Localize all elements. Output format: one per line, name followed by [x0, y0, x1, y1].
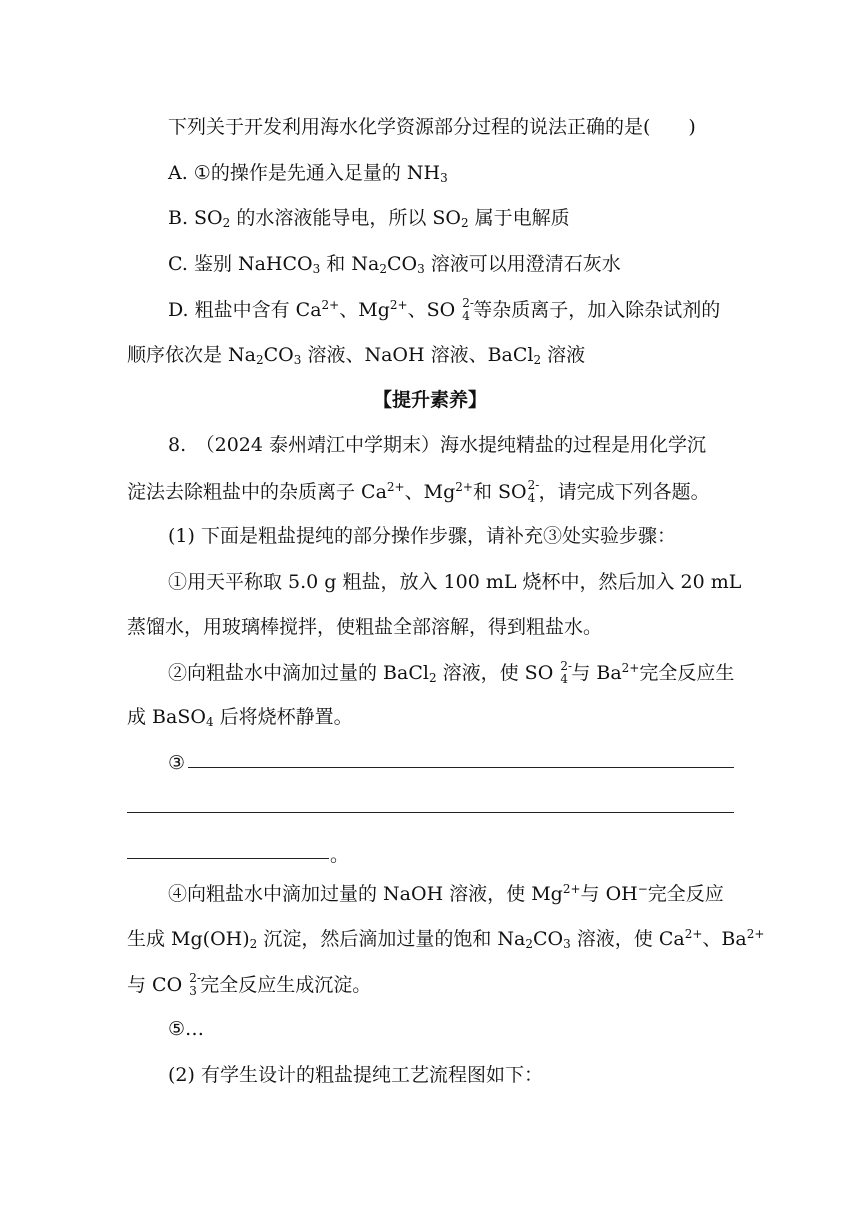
part-1-heading: (1) 下面是粗盐提纯的部分操作步骤，请补充③处实验步骤： [168, 525, 676, 547]
sulfate-charge: 2- 4 [560, 659, 573, 686]
sulfate-charge: 2- 4 [527, 478, 540, 505]
question-8: 8. （2024 泰州靖江中学期末）海水提纯精盐的过程是用化学沉 [168, 434, 707, 456]
step-2: ②向粗盐水中滴加过量的 BaCl$_2$ 溶液，使 SO 2- 4 与 $Ba^{2+}$完全反应生 [168, 659, 735, 686]
option-c: C. 鉴别 NaHCO$_3$ 和 $Na_2CO_3$ 溶液可以用澄清石灰水 [168, 253, 621, 276]
step-5: ⑤… [168, 1018, 205, 1040]
option-d: D. 粗盐中含有 $Ca^{2+}$、$Mg^{2+}$、SO 2- 4 等杂质离子，加入除杂试剂的 [168, 296, 721, 323]
step-2-continued: 成 BaSO$_4$ 后将烧杯静置。 [127, 706, 353, 729]
option-b: B. $SO_2$ 的水溶液能导电，所以 $SO_2$ 属于电解质 [168, 207, 570, 230]
step-4-continued-2: 与 CO 2- 3 完全反应生成沉淀。 [127, 971, 372, 998]
step-1: ①用天平称取 5.0 g 粗盐，放入 100 mL 烧杯中，然后加入 20 mL [168, 571, 742, 593]
option-d-continued: 顺序依次是 $Na_2CO_3$ 溶液、NaOH 溶液、BaCl$_2$ 溶液 [127, 344, 586, 367]
step-4: ④向粗盐水中滴加过量的 NaOH 溶液，使 $Mg^{2+}$与 OH−完全反应 [168, 882, 724, 905]
question-8-continued: 淀法去除粗盐中的杂质离子 $Ca^{2+}$、$Mg^{2+}$和 SO 2- 4 ，请完成下列各题。 [127, 478, 710, 505]
section-title: 【提升素养】 [372, 389, 487, 411]
step-3-marker: ③ [168, 752, 186, 774]
option-a: A. ①的操作是先通入足量的 $NH_3$ [168, 162, 448, 185]
step-1-continued: 蒸馏水，用玻璃棒搅拌，使粗盐全部溶解，得到粗盐水。 [127, 616, 603, 638]
step-4-continued: 生成 $Mg(OH)_2$ 沉淀，然后滴加过量的饱和 $Na_2CO_3$ 溶液，使 $Ca^{2+}$、$Ba^{2+}$ [127, 927, 765, 951]
answer-blank-line-2[interactable] [127, 812, 734, 813]
sulfate-charge: 2- 4 [462, 296, 474, 323]
answer-blank-line-1[interactable] [188, 767, 734, 768]
part-2-heading: (2) 有学生设计的粗盐提纯工艺流程图如下： [168, 1064, 543, 1086]
question-stem: 下列关于开发利用海水化学资源部分过程的说法正确的是( ) [168, 116, 696, 138]
carbonate-charge: 2- 3 [189, 971, 201, 998]
answer-blank-line-3[interactable] [127, 858, 329, 859]
step-3-end-mark: 。 [330, 844, 350, 866]
